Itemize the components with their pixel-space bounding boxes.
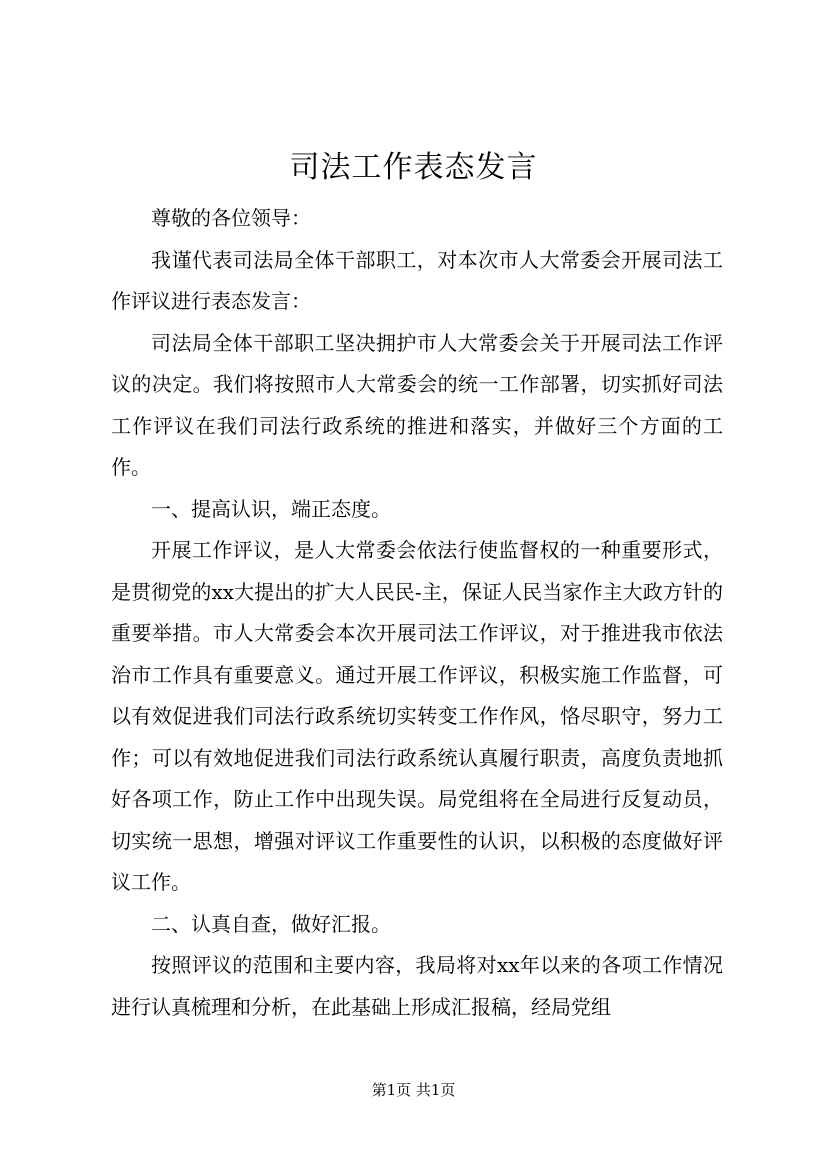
paragraph-section-2: 按照评议的范围和主要内容，我局将对xx年以来的各项工作情况进行认真梳理和分析，在此基础上形成汇报稿，经局党组 xyxy=(111,953,723,1019)
paragraph-intro: 我谨代表司法局全体干部职工，对本次市人大常委会开展司法工作评议进行表态发言： xyxy=(111,247,723,313)
page-footer: 第1页 共1页 xyxy=(371,1081,456,1099)
paragraph-salutation: 尊敬的各位领导： xyxy=(151,206,311,230)
paragraph-section-1: 开展工作评议，是人大常委会依法行使监督权的一种重要形式，是贯彻党的xx大提出的扩大人民民-主，保证人民当家作主大政方针的重要举措。市人大常委会本次开展司法工作评议，对于推进我市依法治市工作具有重要意义。通过开展工作评议，积极实施工作监督，可以有效促进我们司法行政系统切实转变工作作风，恪尽职守，努力工作；可以有效地促进我们司法行政系统认真履行职责，高度负责地抓好各项工作，防止工作中出现失误。局党组将在全局进行反复动员，切实统一思想，增强对评议工作重要性的认识，以积极的态度做好评议工作。 xyxy=(111,538,723,894)
section-heading-2: 二、认真自查，做好汇报。 xyxy=(151,911,391,936)
paragraph-commitment: 司法局全体干部职工坚决拥护市人大常委会关于开展司法工作评议的决定。我们将按照市人大常委会的统一工作部署，切实抓好司法工作评议在我们司法行政系统的推进和落实，并做好三个方面的工作。 xyxy=(111,330,723,479)
section-heading-1: 一、提高认识，端正态度。 xyxy=(151,496,391,521)
document-title: 司法工作表态发言 xyxy=(289,150,538,185)
document-body xyxy=(111,198,723,1028)
